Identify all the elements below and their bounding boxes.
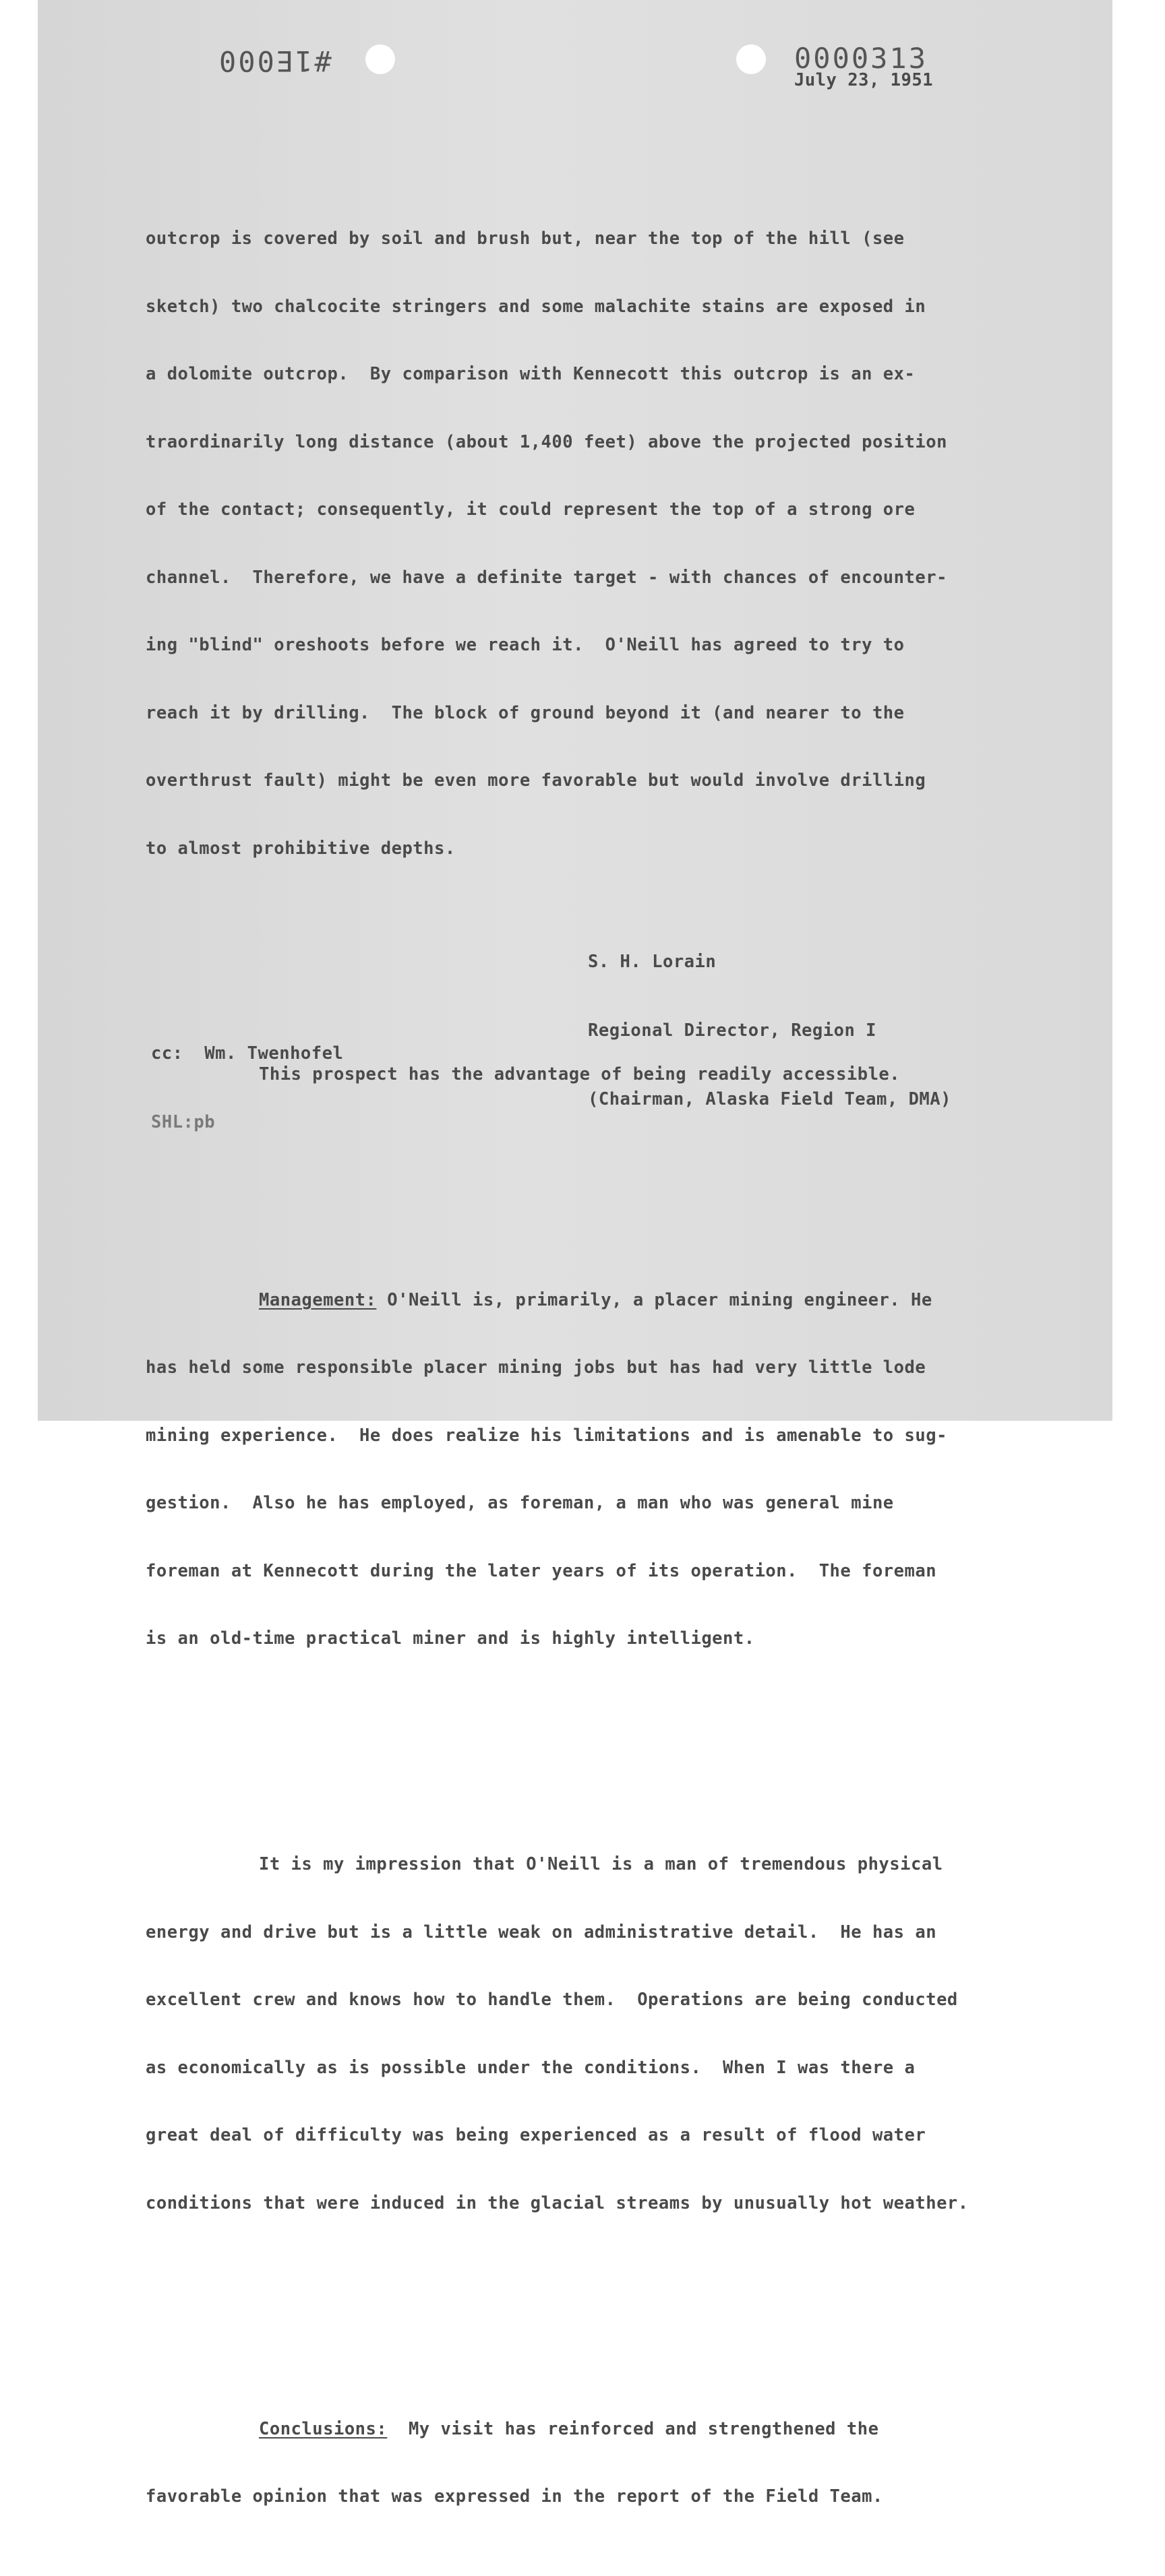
text-line: sketch) two chalcocite stringers and some malachite stains are exposed in <box>146 296 926 317</box>
management-heading: Management: <box>259 1289 377 1310</box>
text-line: a dolomite outcrop. By comparison with Kennecott this outcrop is an ex- <box>146 364 916 384</box>
text-line: overthrust fault) might be even more favorable but would involve drilling <box>146 770 926 791</box>
text-line: has held some responsible placer mining jobs but has had very little lode <box>146 1357 926 1378</box>
punch-hole-right <box>736 44 766 74</box>
paragraph-outcrop <box>146 183 969 905</box>
text-fragment: O'Neill is, primarily, a placer mining engineer. He <box>376 1289 932 1310</box>
text-line: mining experience. He does realize his limitations and is amenable to sug- <box>146 1425 947 1446</box>
cc-line: cc: Wm. Twenhofel <box>151 1043 344 1064</box>
text-line: ing "blind" oreshoots before we reach it. O'Neill has agreed to try to <box>146 635 905 655</box>
letter-body <box>146 137 969 2576</box>
conclusions-heading: Conclusions: <box>259 2418 388 2439</box>
text-line: gestion. Also he has employed, as foreman, a man who was general mine <box>146 1493 894 1513</box>
paragraph-conclusions <box>146 2373 969 2554</box>
text-line: energy and drive but is a little weak on administrative detail. He has an <box>146 1922 937 1942</box>
document-stamp-right: 0000313 <box>794 42 928 75</box>
paragraph-impression <box>146 1808 969 2260</box>
text-line: conditions that were induced in the glacial streams by unusually hot weather. <box>146 2192 969 2213</box>
text-line: outcrop is covered by soil and brush but, near the top of the hill (see <box>146 228 905 249</box>
signer-role: (Chairman, Alaska Field Team, DMA) <box>588 1089 951 1109</box>
text-line: This prospect has the advantage of being readily accessible. <box>259 1064 901 1084</box>
signer-title: Regional Director, Region I <box>588 1020 877 1041</box>
text-fragment: My visit has reinforced and strengthened the <box>387 2418 879 2439</box>
text-line: traordinarily long distance (about 1,400 feet) above the projected position <box>146 431 947 452</box>
signature-block <box>588 904 951 1134</box>
text-line: channel. Therefore, we have a definite target - with chances of encounter- <box>146 567 947 588</box>
text-line: as economically as is possible under the conditions. When I was there a <box>146 2057 916 2078</box>
text-line: is an old-time practical miner and is highly intelligent. <box>146 1628 755 1649</box>
text-line: excellent crew and knows how to handle them. Operations are being conducted <box>146 1990 958 2010</box>
text-line: reach it by drilling. The block of ground beyond it (and nearer to the <box>146 702 905 723</box>
text-line: to almost prohibitive depths. <box>146 838 456 859</box>
signer-name: S. H. Lorain <box>588 952 717 972</box>
text-line: of the contact; consequently, it could represent the top of a strong ore <box>146 499 916 520</box>
typist-initials: SHL:pb <box>151 1112 216 1132</box>
document-stamp-left: #1E000 <box>217 44 332 78</box>
text-line: favorable opinion that was expressed in the report of the Field Team. <box>146 2486 883 2507</box>
text-line: great deal of difficulty was being experienced as a result of flood water <box>146 2125 926 2145</box>
letter-date: July 23, 1951 <box>794 70 934 90</box>
text-line: It is my impression that O'Neill is a man of tremendous physical <box>259 1854 943 1874</box>
text-line: foreman at Kennecott during the later years of its operation. The foreman <box>146 1560 937 1581</box>
footer-block <box>151 996 343 1157</box>
paragraph-management <box>146 1244 969 1696</box>
punch-hole-left <box>365 44 395 74</box>
